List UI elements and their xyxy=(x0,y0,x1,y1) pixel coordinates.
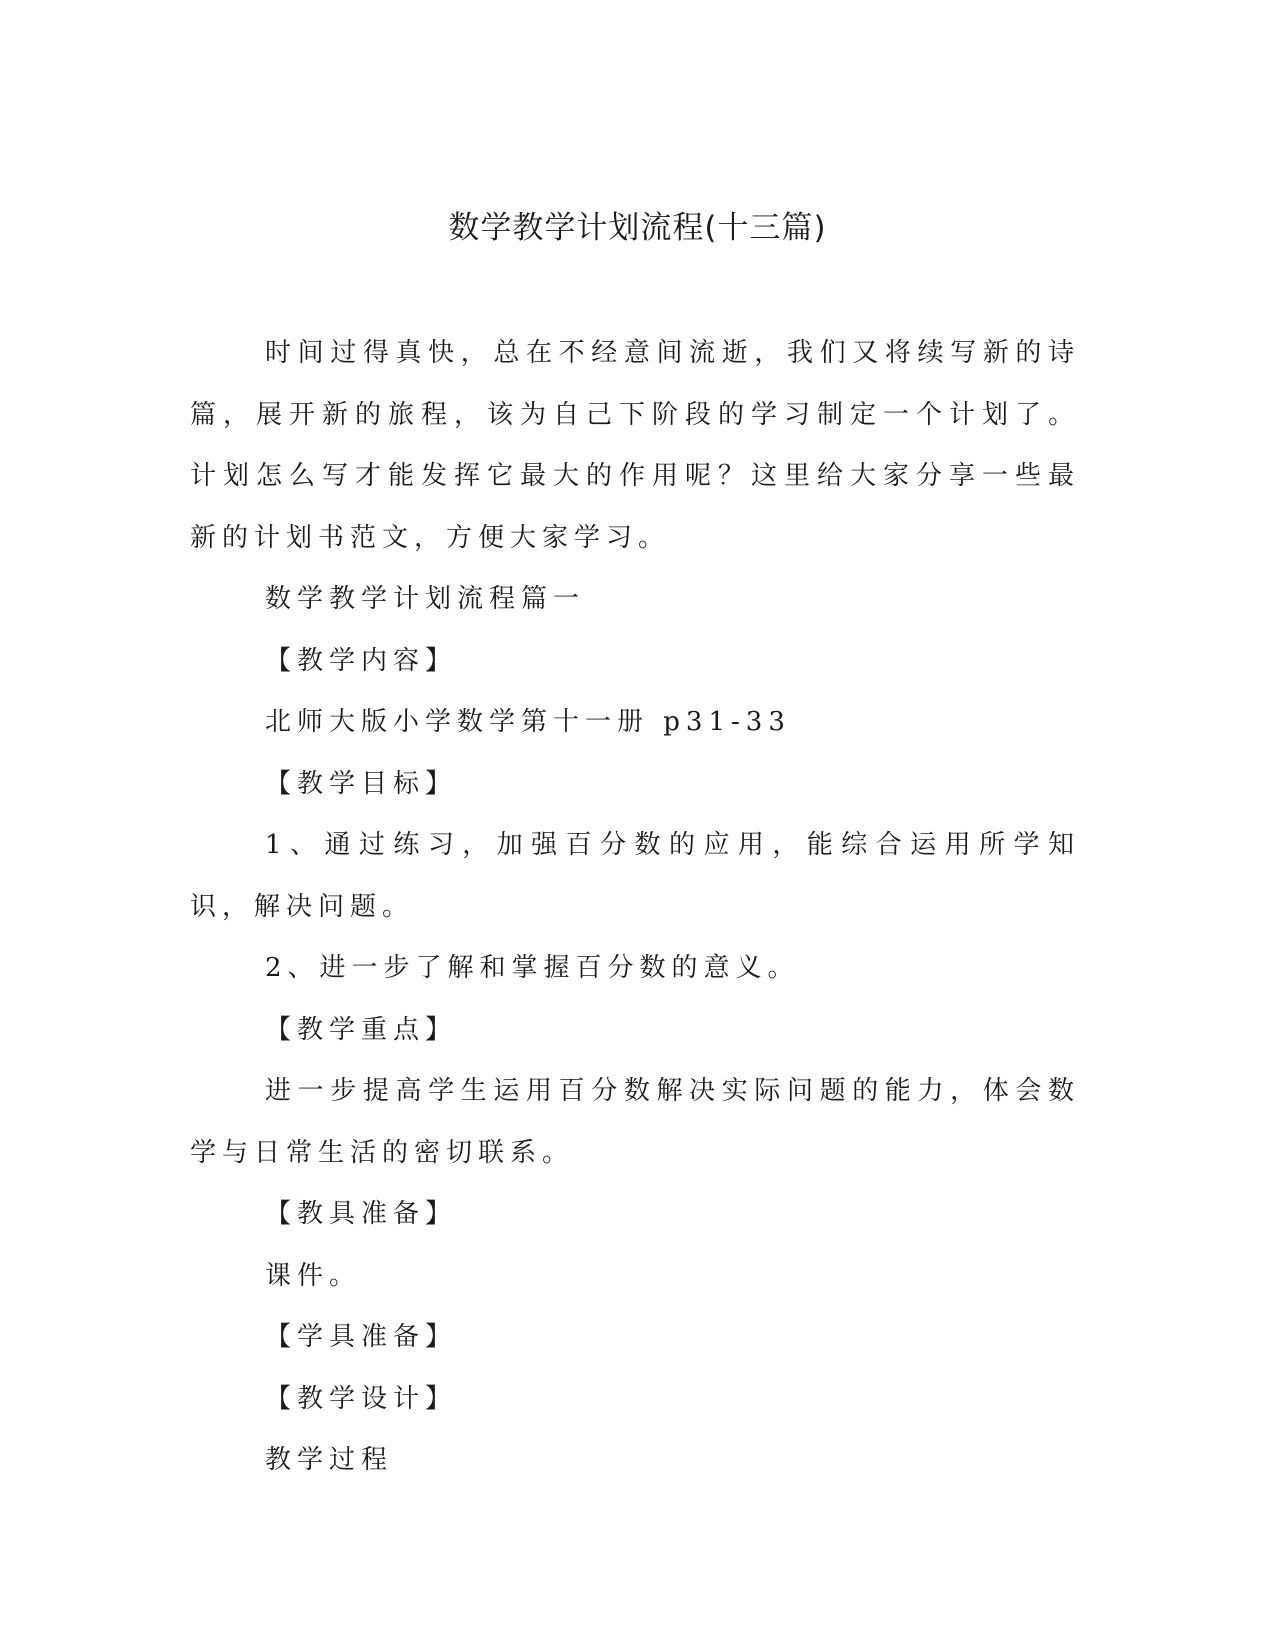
teaching-content-text: 北师大版小学数学第十一册 p31-33 xyxy=(265,707,791,737)
heading-teaching-design: 【教学设计】 xyxy=(265,1383,458,1414)
document-body xyxy=(190,323,1080,1492)
section-heading-part-one: 数学教学计划流程篇一 xyxy=(265,584,586,614)
heading-teaching-content: 【教学内容】 xyxy=(265,645,458,676)
teaching-focus-text: 进一步提高学生运用百分数解决实际问题的能力，体会数学与日常生活的密切联系。 xyxy=(190,1076,1080,1168)
heading-teaching-focus: 【教学重点】 xyxy=(265,1014,458,1045)
goal-item-2: 2、进一步了解和掌握百分数的意义。 xyxy=(265,953,800,983)
heading-student-materials: 【学具准备】 xyxy=(265,1322,458,1352)
teaching-process-text: 教学过程 xyxy=(265,1445,394,1475)
heading-teaching-goals: 【教学目标】 xyxy=(265,768,458,799)
goal-item-1: 1、通过练习，加强百分数的应用，能综合运用所学知识，解决问题。 xyxy=(190,830,1080,922)
intro-paragraph: 时间过得真快，总在不经意间流逝，我们又将续写新的诗篇，展开新的旅程，该为自己下阶段的学习制定一个计划了。计划怎么写才能发挥它最大的作用呢？这里给大家分享一些最新的计划书范文，方便大家学习。 xyxy=(190,338,1080,553)
teaching-aids-text: 课件。 xyxy=(265,1260,362,1291)
document-title: 数学教学计划流程(十三篇) xyxy=(448,210,827,246)
heading-teaching-aids: 【教具准备】 xyxy=(265,1199,458,1229)
